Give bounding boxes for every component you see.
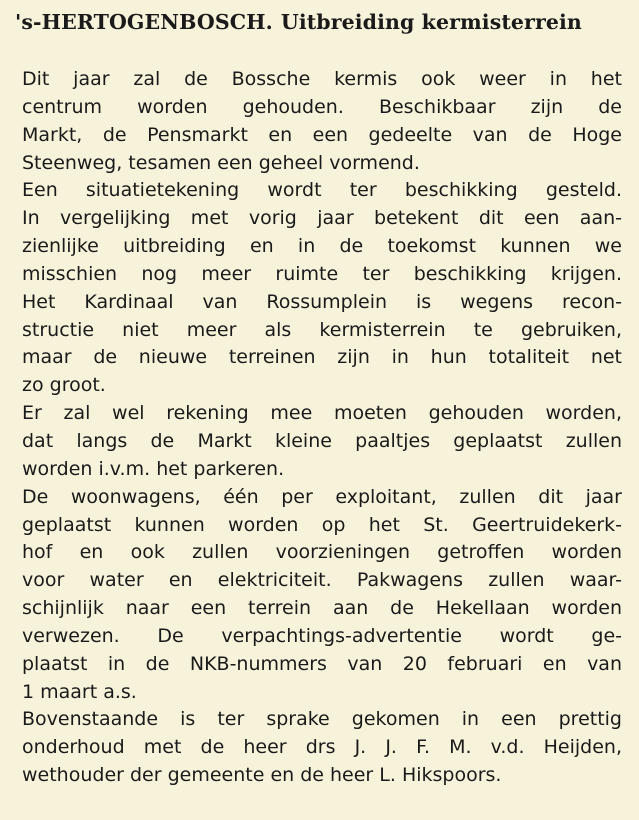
text-line: verwezen. De verpachtings-advertentie wordt ge-	[22, 624, 622, 647]
text-line: zo groot.	[22, 374, 106, 397]
text-line: maar de nieuwe terreinen zijn in hun totaliteit net	[22, 346, 622, 369]
text-line: worden i.v.m. het parkeren.	[22, 457, 285, 480]
text-line: Bovenstaande is ter sprake gekomen in een prettig	[22, 708, 622, 731]
text-line: 1 maart a.s.	[22, 680, 137, 703]
text-line: voor water en elektriciteit. Pakwagens zullen waar-	[22, 569, 622, 592]
text-line: Een situatietekening wordt ter beschikking gesteld.	[22, 179, 622, 202]
article-headline	[15, 8, 630, 36]
headline-place: 's-HERTOGENBOSCH.	[15, 10, 273, 34]
text-line: plaatst in de NKB-nummers van 20 februari en van	[22, 652, 622, 675]
text-line: zienlijke uitbreiding en in de toekomst kunnen we	[22, 235, 622, 258]
text-line: geplaatst kunnen worden op het St. Geertruidekerk-	[22, 513, 622, 536]
text-line: dat langs de Markt kleine paaltjes geplaatst zullen	[22, 429, 622, 452]
text-line: structie niet meer als kermisterrein te gebruiken,	[22, 318, 622, 341]
text-line: hof en ook zullen voorzieningen getroffen worden	[22, 541, 622, 564]
article-body	[22, 66, 622, 790]
text-line: schijnlijk naar een terrein aan de Hekellaan worden	[22, 597, 622, 620]
text-line: Steenweg, tesamen een geheel vormend.	[22, 151, 420, 174]
text-line: Het Kardinaal van Rossumplein is wegens recon-	[22, 290, 622, 313]
text-line: Dit jaar zal de Bossche kermis ook weer in het	[22, 68, 622, 90]
headline-subject: Uitbreiding kermisterrein	[280, 10, 582, 34]
text-line: Markt, de Pensmarkt en een gedeelte van de Hoge	[22, 123, 622, 146]
text-line: Er zal wel rekening mee moeten gehouden worden,	[22, 402, 622, 425]
text-line: De woonwagens, één per exploitant, zullen dit jaar	[22, 485, 622, 508]
text-line: centrum worden gehouden. Beschikbaar zijn de	[22, 95, 622, 118]
text-line: In vergelijking met vorig jaar betekent dit een aan-	[22, 207, 622, 230]
text-line: misschien nog meer ruimte ter beschikking krijgen.	[22, 262, 622, 285]
text-line: onderhoud met de heer drs J. J. F. M. v.d. Heijden,	[22, 736, 622, 759]
text-line: wethouder der gemeente en de heer L. Hikspoors.	[22, 764, 502, 787]
